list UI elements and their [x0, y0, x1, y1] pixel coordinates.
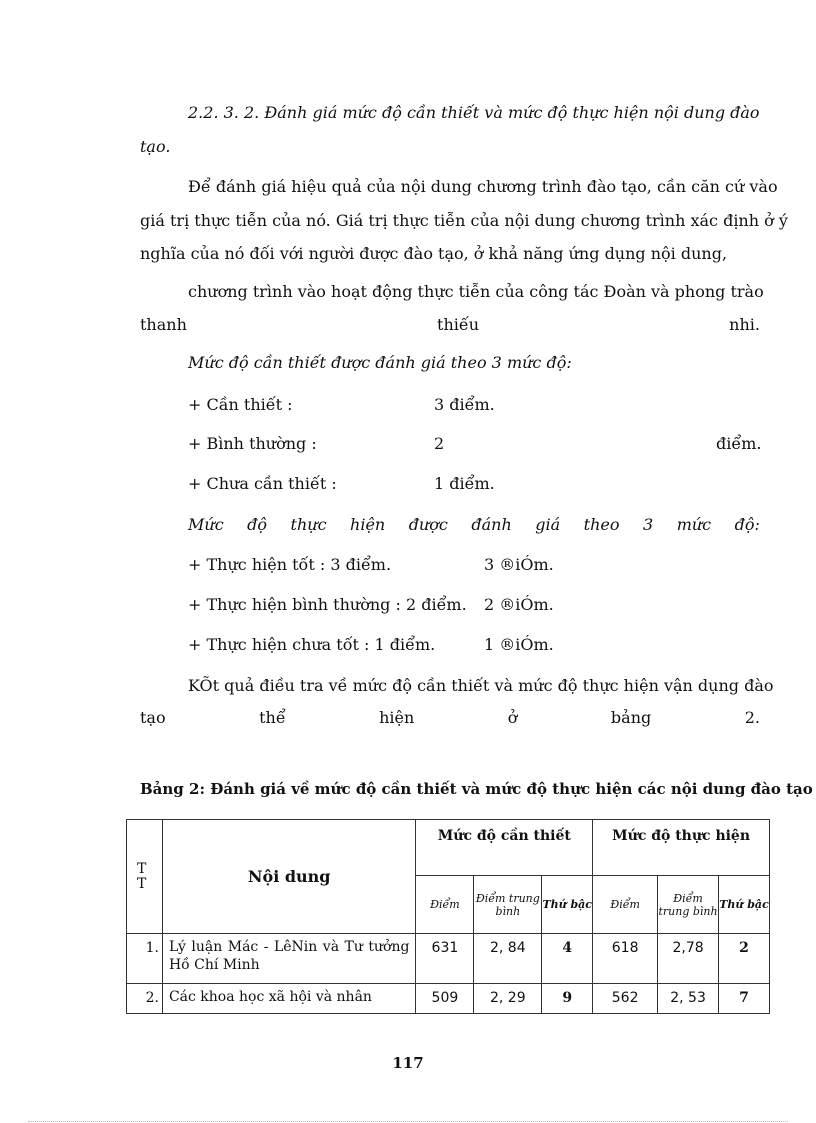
necessity-intro: Mức độ cần thiết được đánh giá theo 3 mức độ: [188, 353, 572, 372]
paragraph-line: Để đánh giá hiệu quả của nội dung chương trình đào tạo, cần căn cứ vào [188, 177, 778, 196]
performance-level-label: + Thực hiện bình thường : 2 điểm. [188, 595, 467, 614]
section-heading-cont: tạo. [140, 137, 171, 156]
word: 3 [643, 515, 654, 534]
paragraph-line: nghĩa của nó đối với người được đào tạo, ở khả năng ứng dụng nội dung, [140, 244, 728, 263]
header-necessity: Mức độ cần thiết [416, 820, 593, 876]
word: thực [290, 515, 327, 534]
necessity-level-score: 3 điểm. [434, 395, 495, 414]
word: thiếu [437, 315, 480, 334]
header-content: Nội dung [162, 820, 415, 934]
cell-perf-rank: 2 [719, 934, 770, 984]
cell-perf-points: 618 [593, 934, 658, 984]
word: tạo [140, 708, 166, 727]
cell-nec-points: 631 [416, 934, 474, 984]
cell-tt: 2. [127, 984, 163, 1014]
cell-content: Các khoa học xã hội và nhân [162, 984, 415, 1014]
word: 2. [744, 708, 760, 727]
page-number: 117 [392, 1054, 424, 1072]
performance-level-score: 1 ®iÓm. [484, 635, 554, 654]
word: ở [507, 708, 518, 727]
cell-nec-avg: 2, 84 [474, 934, 542, 984]
cell-nec-avg: 2, 29 [474, 984, 542, 1014]
subheader-average: Điểm trung bình [474, 876, 542, 934]
subheader-rank: Thứ bậc [542, 876, 593, 934]
subheader-points: Điểm [593, 876, 658, 934]
paragraph-line: chương trình vào hoạt động thực tiễn của công tác Đoàn và phong trào [188, 282, 764, 301]
necessity-level-score-tail: điểm. [716, 434, 762, 453]
word: nhi. [729, 315, 760, 334]
word: thanh [140, 315, 187, 334]
cell-perf-avg: 2,78 [658, 934, 719, 984]
word: Mức [188, 515, 224, 534]
table-row [127, 984, 770, 1014]
header-tt: T T [127, 820, 163, 934]
performance-level-label: + Thực hiện tốt : 3 điểm. [188, 555, 392, 574]
necessity-level-score: 2 [434, 434, 445, 453]
table-caption: Bảng 2: Đánh giá về mức độ cần thiết và mức độ thực hiện các nội dung đào tạo [140, 780, 813, 798]
word: thể [259, 708, 286, 727]
performance-level-score: 3 ®iÓm. [484, 555, 554, 574]
word: độ: [734, 515, 760, 534]
paragraph-line-justified [140, 314, 760, 336]
table-row [127, 934, 770, 984]
section-heading: 2.2. 3. 2. Đánh giá mức độ cần thiết và mức độ thực hiện nội dung đào [188, 103, 760, 122]
cell-tt: 1. [127, 934, 163, 984]
subheader-average: Điểm trung bình [658, 876, 719, 934]
necessity-level-score: 1 điểm. [434, 474, 495, 493]
performance-level-label: + Thực hiện chưa tốt : 1 điểm. [188, 635, 436, 654]
word: theo [583, 515, 620, 534]
word: mức [676, 515, 712, 534]
word: hiện [350, 515, 386, 534]
paragraph-line: giá trị thực tiễn của nó. Giá trị thực tiễn của nội dung chương trình xác định ở ý [140, 211, 788, 230]
cell-nec-rank: 9 [542, 984, 593, 1014]
cell-perf-rank: 7 [719, 984, 770, 1014]
word: được [408, 515, 448, 534]
cell-perf-avg: 2, 53 [658, 984, 719, 1014]
paragraph-line-justified [140, 707, 760, 729]
word: đánh [471, 515, 512, 534]
paragraph-line: KÕt quả điều tra về mức độ cần thiết và mức độ thực hiện vận dụng đào [188, 676, 774, 695]
cell-nec-rank: 4 [542, 934, 593, 984]
word: bảng [610, 708, 652, 727]
necessity-level-label: + Chưa cần thiết : [188, 474, 337, 493]
cell-content: Lý luận Mác - LêNin và Tư tưởng Hồ Chí Minh [162, 934, 415, 984]
performance-level-score: 2 ®iÓm. [484, 595, 554, 614]
evaluation-table [126, 819, 770, 1014]
subheader-points: Điểm [416, 876, 474, 934]
necessity-level-label: + Bình thường : [188, 434, 317, 453]
cell-perf-points: 562 [593, 984, 658, 1014]
performance-intro [188, 514, 760, 536]
word: giá [535, 515, 561, 534]
necessity-level-label: + Cần thiết : [188, 395, 293, 414]
word: độ [247, 515, 268, 534]
subheader-rank: Thứ bậc [719, 876, 770, 934]
footer-divider [28, 1121, 788, 1122]
word: hiện [379, 708, 415, 727]
header-performance: Mức độ thực hiện [593, 820, 770, 876]
cell-nec-points: 509 [416, 984, 474, 1014]
